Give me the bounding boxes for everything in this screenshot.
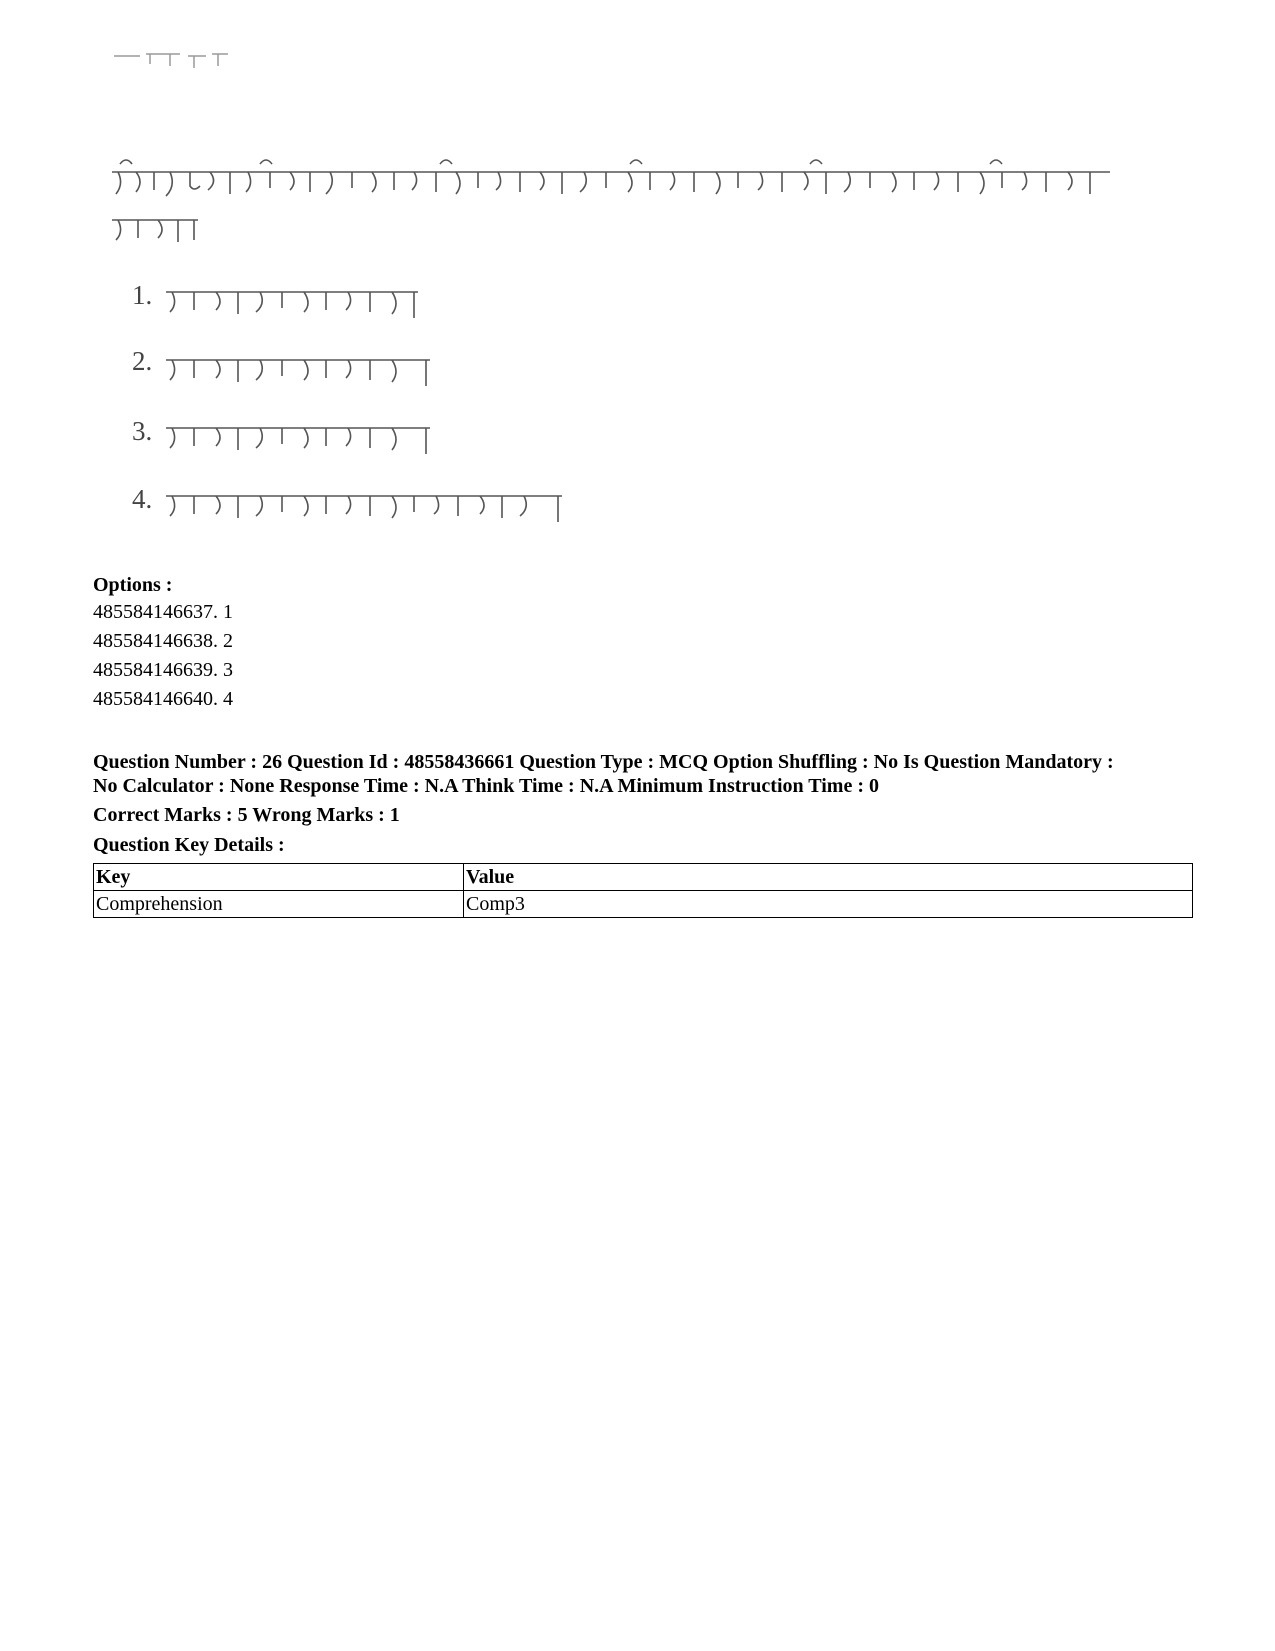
option-item-4: 485584146640. 4 — [93, 688, 233, 710]
table-header-key: Key — [94, 864, 464, 891]
key-details-title: Question Key Details : — [93, 834, 285, 856]
option-number-3: 3. — [132, 416, 153, 446]
option-number-2: 2. — [132, 346, 153, 376]
table-cell-value: Comp3 — [464, 891, 1193, 918]
option-number-4: 4. — [132, 484, 153, 514]
question-meta-line-2: No Calculator : None Response Time : N.A Think Time : N.A Minimum Instruction Time : 0 — [93, 775, 879, 797]
option-item-3: 485584146639. 3 — [93, 659, 233, 681]
table-header-value: Value — [464, 864, 1193, 891]
marks-line: Correct Marks : 5 Wrong Marks : 1 — [93, 804, 400, 826]
option-item-2: 485584146638. 2 — [93, 630, 233, 652]
question-meta — [93, 750, 1193, 798]
table-row — [94, 891, 1193, 918]
option-numbers — [132, 280, 152, 514]
question-meta-line-1: Question Number : 26 Question Id : 48558436661 Question Type : MCQ Option Shuffling : No Is Question Mandatory : — [93, 751, 1114, 773]
options-title: Options : — [93, 574, 173, 596]
option-item-1: 485584146637. 1 — [93, 601, 233, 623]
question-image — [110, 40, 1170, 560]
tibetan-script-image — [110, 40, 1170, 560]
tibetan-options — [166, 292, 562, 522]
cropped-text-fragment — [114, 54, 228, 68]
tibetan-paragraph — [112, 160, 1110, 242]
table-cell-key: Comprehension — [94, 891, 464, 918]
option-number-1: 1. — [132, 280, 153, 310]
table-header-row — [94, 864, 1193, 891]
question-details — [93, 572, 1193, 918]
key-details-table — [93, 863, 1193, 918]
